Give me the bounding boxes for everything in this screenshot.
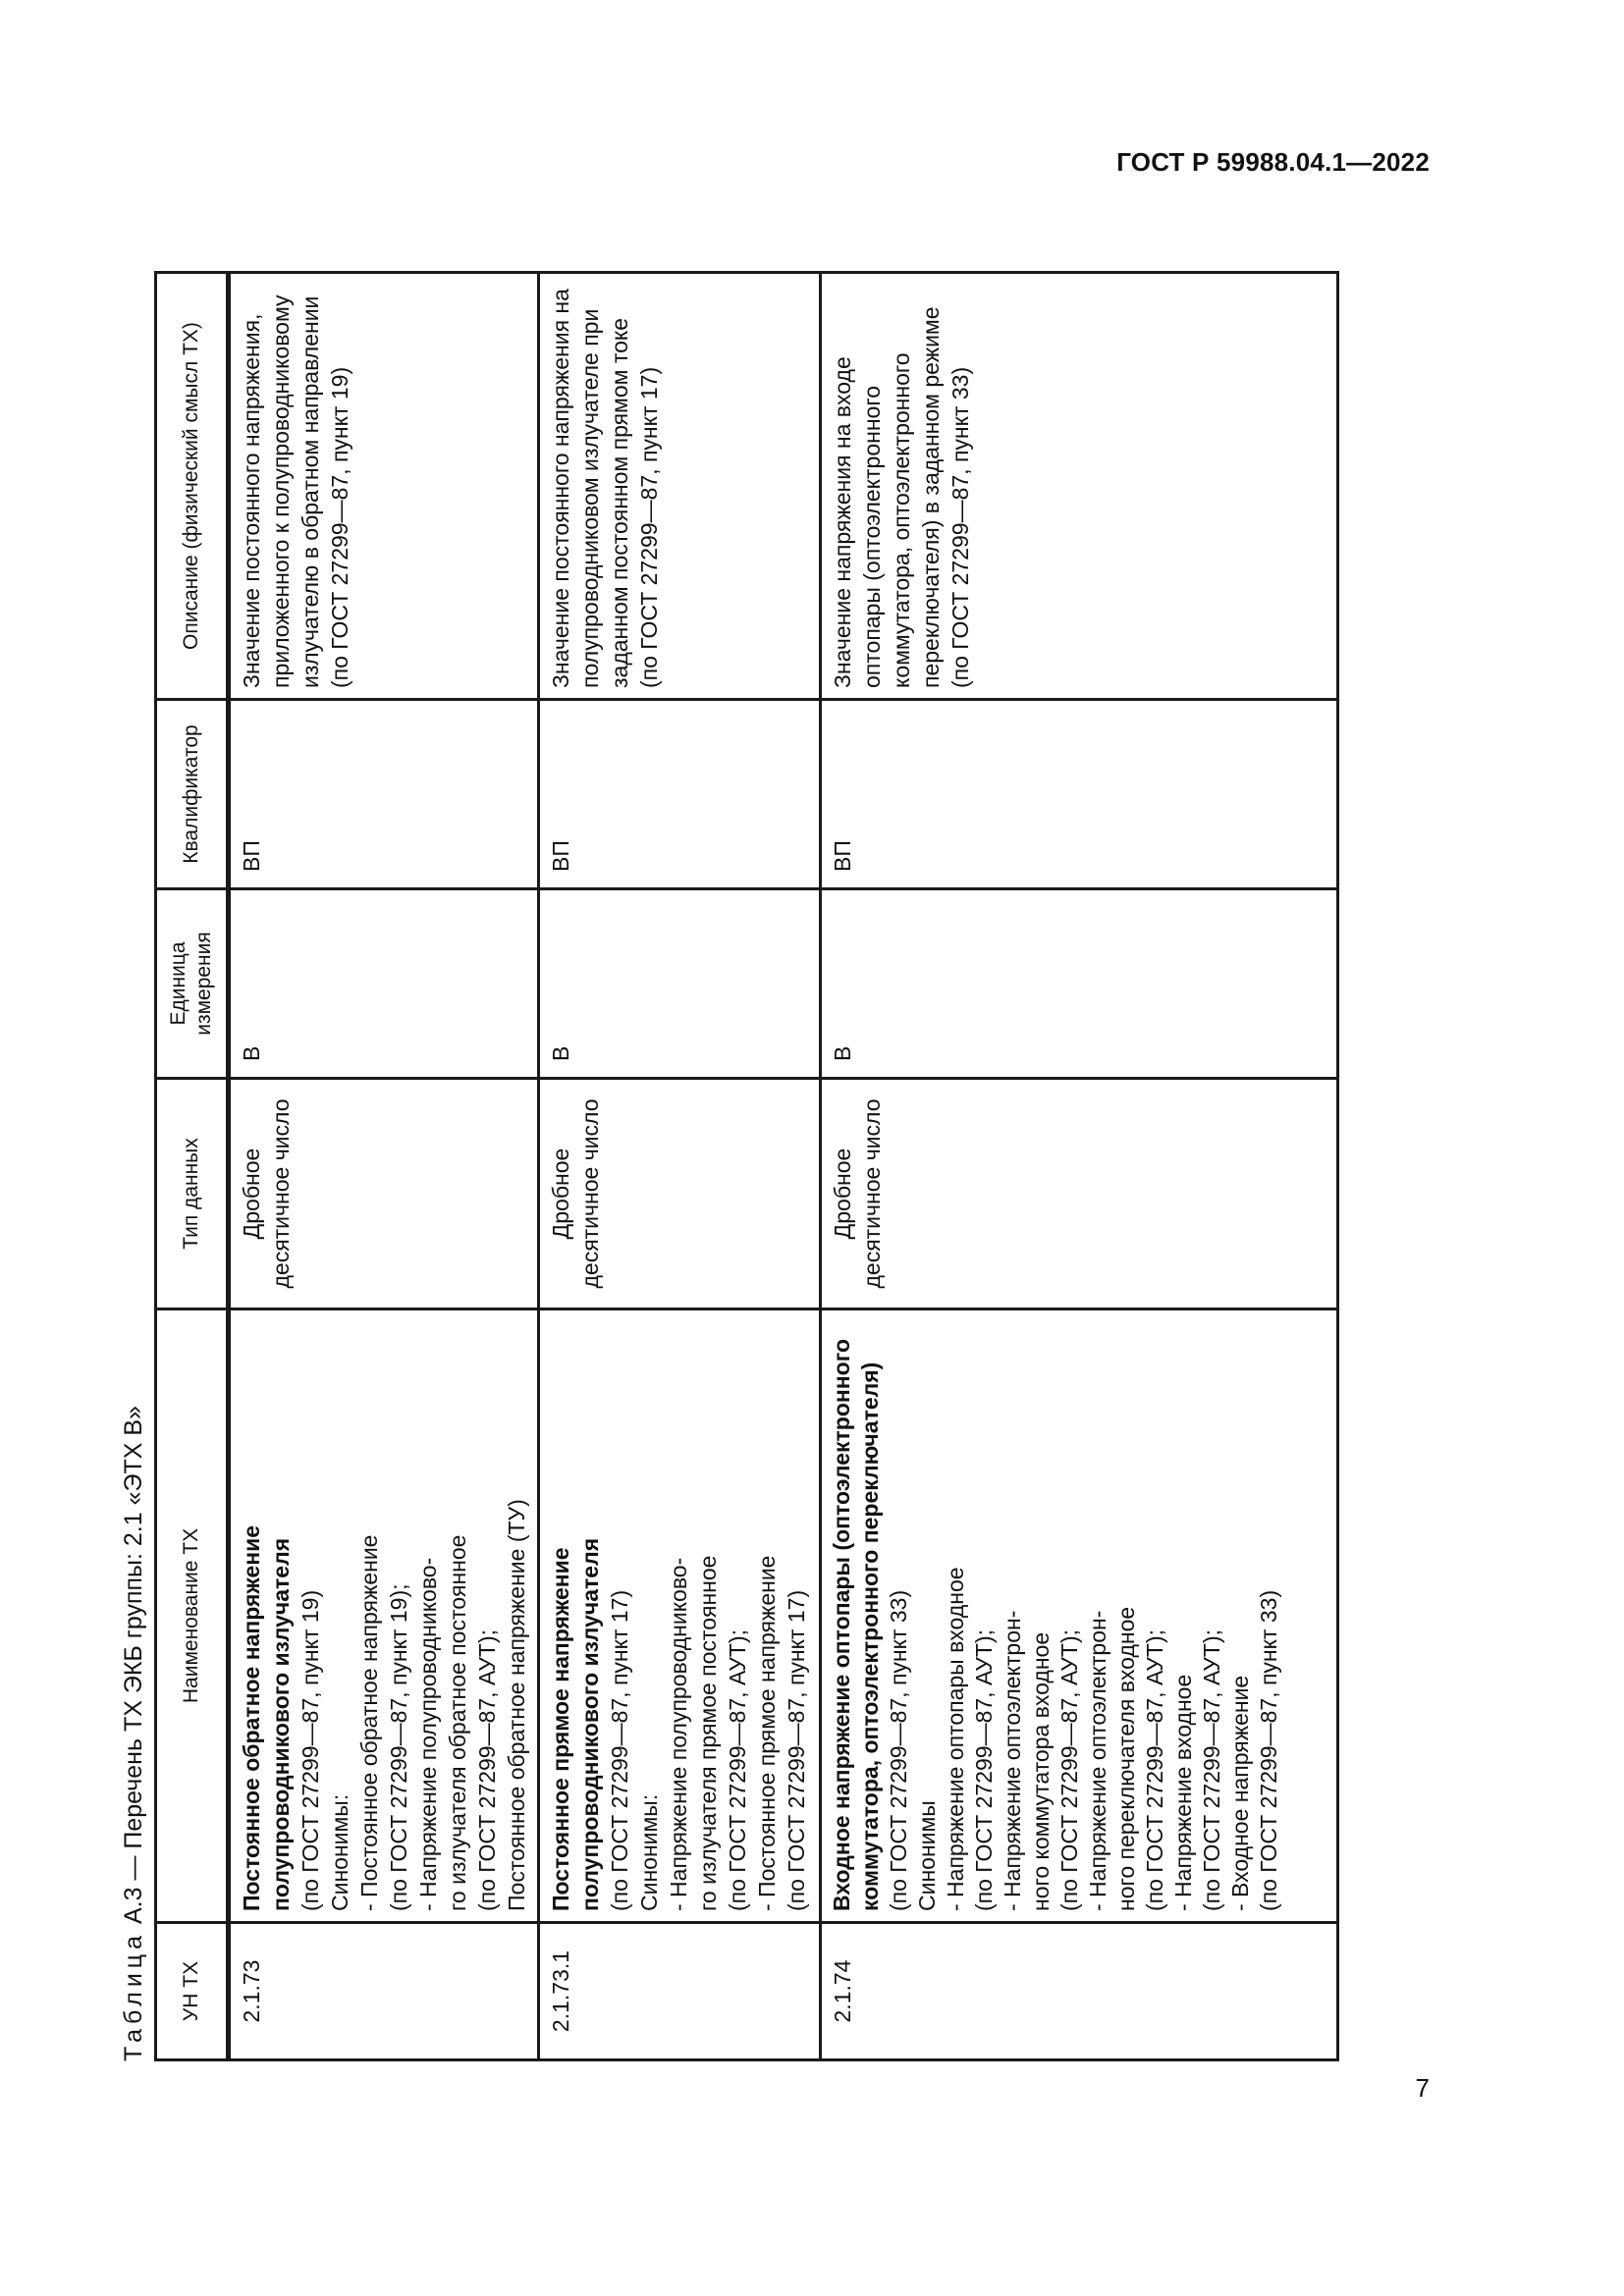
caption-text: А.3 — Перечень ТХ ЭКБ группы: 2.1 «ЭТХ В»: [120, 1406, 147, 1925]
name-line: (по ГОСТ 27299—87, пункт 33): [1256, 1589, 1281, 1911]
name-line: (по ГОСТ 27299—87, АУТ);: [1056, 1629, 1082, 1911]
cell-description: Значение постоянного напряжения на полупроводниковом излучателе при заданном постоянном прямом токе (по ГОСТ 27299—87, пункт 17): [539, 273, 821, 700]
name-line: - Напряжение полупроводниково-: [415, 1557, 441, 1911]
cell-name: [229, 1309, 539, 1923]
name-line: - Напряжение полупроводниково-: [666, 1557, 691, 1911]
name-line: (по ГОСТ 27299—87, АУТ);: [474, 1629, 500, 1911]
tx-name-title: Постоянное прямое напряжение полупроводникового излучателя: [548, 1537, 603, 1911]
cell-type: Дробное десятичное число: [539, 1079, 821, 1309]
name-line: ного коммутатора входное: [1028, 1631, 1054, 1911]
cell-code: 2.1.74: [821, 1923, 1338, 2060]
cell-unit: В: [821, 889, 1338, 1079]
name-line: (по ГОСТ 27299—87, пункт 19);: [386, 1583, 411, 1911]
cell-description: Значение постоянного напряжения, приложенного к полупроводниковому излучателю в обратном направлении (по ГОСТ 27299—87, пункт 19): [229, 273, 539, 700]
name-line: (по ГОСТ 27299—87, пункт 17): [784, 1589, 809, 1911]
cell-qualifier: ВП: [229, 700, 539, 889]
tx-name-title: Постоянное обратное напряжение полупроводникового излучателя: [239, 1524, 294, 1911]
name-line: - Напряжение оптопары входное: [943, 1567, 968, 1911]
name-line: Синонимы:: [327, 1793, 352, 1911]
caption-prefix: Таблица: [120, 1930, 147, 2061]
name-line: (по ГОСТ 27299—87, пункт 17): [607, 1589, 632, 1911]
table-row: [229, 273, 539, 2060]
header-name: Наименование ТХ: [156, 1309, 229, 1923]
rotated-table-block: [113, 108, 1350, 2061]
cell-name: [539, 1309, 821, 1923]
cell-qualifier: ВП: [539, 700, 821, 889]
cell-type: Дробное десятичное число: [229, 1079, 539, 1309]
cell-name: [821, 1309, 1338, 1923]
name-line: - Постоянное прямое напряжение: [754, 1555, 780, 1911]
name-line: Постоянное обратное напряжение (ТУ): [504, 1499, 529, 1911]
tx-name-title: Входное напряжение оптопары (оптоэлектронного коммутатора, оптоэлектронного переключателя): [829, 1338, 883, 1911]
header-code: УН ТХ: [156, 1923, 229, 2060]
name-line: - Напряжение входное: [1170, 1674, 1196, 1911]
name-line: (по ГОСТ 27299—87, АУТ);: [971, 1629, 997, 1911]
header-type: Тип данных: [156, 1079, 229, 1309]
name-line: - Напряжение оптоэлектрон-: [1085, 1610, 1110, 1911]
name-line: (по ГОСТ 27299—87, АУТ);: [1142, 1629, 1167, 1911]
table-row: [539, 273, 821, 2060]
name-line: (по ГОСТ 27299—87, АУТ);: [1199, 1629, 1224, 1911]
name-line: - Постоянное обратное напряжение: [356, 1534, 382, 1911]
name-line: (по ГОСТ 27299—87, пункт 19): [298, 1589, 323, 1911]
name-line: (по ГОСТ 27299—87, пункт 33): [886, 1589, 911, 1911]
name-line: - Напряжение оптоэлектрон-: [1000, 1610, 1025, 1911]
table-row: [821, 273, 1338, 2060]
cell-description: Значение напряжения на входе оптопары (оптоэлектронного коммутатора, оптоэлектронного переключателя) в заданном режиме (по ГОСТ 27299—87, пункт 33): [821, 273, 1338, 700]
tx-table: [154, 271, 1339, 2061]
name-line: Синонимы: [914, 1800, 940, 1911]
name-line: го излучателя обратное постоянное: [445, 1534, 470, 1911]
cell-code: 2.1.73.1: [539, 1923, 821, 2060]
table-header-row: [156, 273, 229, 2060]
name-line: ного переключателя входное: [1113, 1606, 1139, 1911]
cell-qualifier: ВП: [821, 700, 1338, 889]
cell-unit: В: [229, 889, 539, 1079]
cell-unit: В: [539, 889, 821, 1079]
name-line: (по ГОСТ 27299—87, АУТ);: [725, 1629, 750, 1911]
header-description: Описание (физический смысл ТХ): [156, 273, 229, 700]
cell-type: Дробное десятичное число: [821, 1079, 1338, 1309]
name-line: го излучателя прямое постоянное: [695, 1555, 721, 1911]
header-unit: Единица измерения: [156, 889, 229, 1079]
document-code: ГОСТ Р 59988.04.1—2022: [1116, 147, 1430, 177]
name-line: - Входное напряжение: [1227, 1675, 1253, 1911]
name-line: Синонимы:: [636, 1793, 662, 1911]
table-caption: [113, 108, 154, 2061]
page-number: 7: [1415, 2073, 1430, 2103]
header-qualifier: Квалификатор: [156, 700, 229, 889]
cell-code: 2.1.73: [229, 1923, 539, 2060]
